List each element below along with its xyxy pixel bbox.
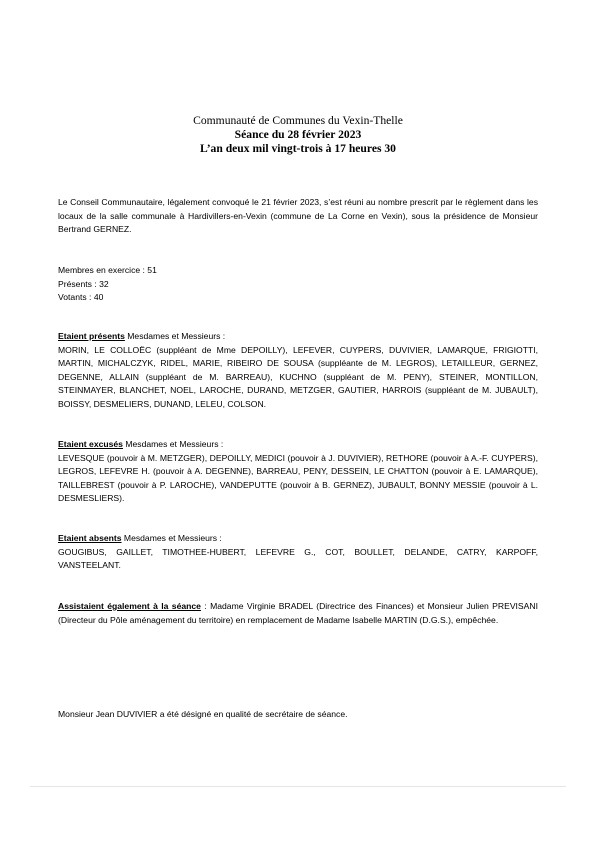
assist-label: Assistaient également à la séance — [58, 601, 201, 611]
voters-count: Votants : 40 — [58, 292, 104, 302]
session-date: Séance du 28 février 2023 — [234, 127, 362, 141]
attendance-stats — [58, 264, 538, 305]
assist-text: : Madame Virginie BRADEL (Directrice des Finances) et Monsieur Julien PREVISANI (Directeur du Pôle aménagement du territoire) en remplacement de Madame Isabelle MARTIN (D.G.S.), empêchée. — [58, 601, 538, 625]
absents-label: Etaient absents — [58, 533, 122, 543]
excuses-heading — [58, 438, 538, 452]
presents-suffix: Mesdames et Messieurs : — [124, 331, 226, 341]
absents-suffix: Mesdames et Messieurs : — [121, 533, 222, 543]
excuses-section — [58, 438, 538, 506]
organisation-name: Communauté de Communes du Vexin-Thelle — [193, 114, 403, 127]
intro-paragraph: Le Conseil Communautaire, légalement convoqué le 21 février 2023, s’est réuni au nombre prescrit par le règlement dans les locaux de la salle communale à Hardivillers-en-Vexin (commune de La Corne en Vexin), sous la présidence de Monsieur Bertrand GERNEZ. — [58, 197, 538, 234]
presents-label: Etaient présents — [58, 331, 125, 341]
absents-list: GOUGIBUS, GAILLET, TIMOTHEE-HUBERT, LEFEVRE G., COT, BOULLET, DELANDE, CATRY, KARPOFF, VANSTEELANT. — [58, 546, 538, 570]
presents-list: MORIN, LE COLLOËC (suppléant de Mme DEPOILLY), LEFEVER, CUYPERS, DUVIVIER, LAMARQUE, FRIGIOTTI, MARTIN, MICHALCZYK, RIDEL, MARIE, RIBEIRO DE SOUSA (suppléante de M. LEGROS), LETAILLEUR, GERNEZ, DEGENNE, ALLAIN (suppléant de M. BARREAU), KUCHNO (suppléant de M. PENY), STEINER, MONTILLON, STEINMAYER, BLANCHET, NOEL, LAROCHE, DURAND, METZGER, GAUTIER, HARROIS (suppléant de M. JUBAULT), BOISSY, DESMELIERS, DUNAND, LELEU, COLSON. — [58, 344, 538, 409]
excuses-label: Etaient excusés — [58, 439, 123, 449]
presents-section — [58, 330, 538, 411]
absents-heading — [58, 532, 538, 546]
document-header — [0, 114, 596, 155]
presents-heading — [58, 330, 538, 344]
secretary-paragraph: Monsieur Jean DUVIVIER a été désigné en qualité de secrétaire de séance. — [58, 709, 348, 719]
excuses-suffix: Mesdames et Messieurs : — [122, 439, 224, 449]
assist-section — [58, 600, 538, 627]
absents-section — [58, 532, 538, 573]
members-count: Membres en exercice : 51 — [58, 265, 157, 275]
session-time: L’an deux mil vingt-trois à 17 heures 30 — [200, 141, 396, 155]
present-count: Présents : 32 — [58, 278, 109, 289]
excuses-list: LEVESQUE (pouvoir à M. METZGER), DEPOILLY, MEDICI (pouvoir à J. DUVIVIER), RETHORE (pouvoir à A.-F. CUYPERS), LEGROS, LEFEVRE H. (pouvoir à A. DEGENNE), BARREAU, PENY, DESSEIN, LE CHATTON (pouvoir à E. LAMARQUE), TAILLEBREST (pouvoir à P. LAROCHE), VANDEPUTTE (pouvoir à B. GERNEZ), JUBAULT, BONNY MESSIE (pouvoir à L. DESMESLIERS). — [58, 452, 538, 503]
footer-divider — [30, 786, 566, 787]
